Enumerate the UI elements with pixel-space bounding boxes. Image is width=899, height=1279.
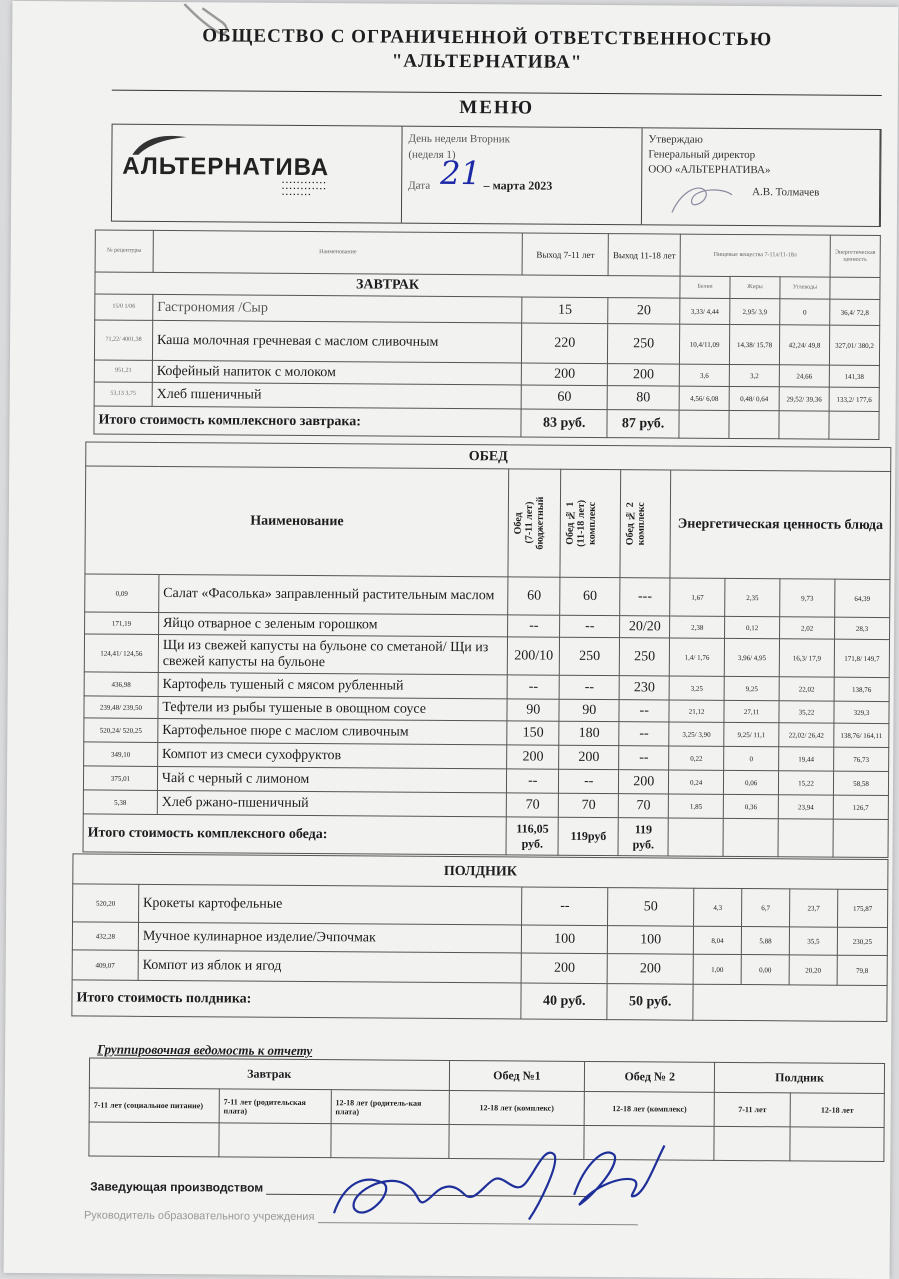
breakfast-total-row [94, 406, 879, 439]
date-prefix: Дата [408, 179, 431, 192]
breakfast-total-11-18: 87 руб. [607, 410, 679, 439]
snack-table [71, 853, 888, 1022]
lunch-col-complex-1: Обед № 1 (11-18 лет) комплекс [560, 469, 621, 577]
header-info-table [111, 124, 882, 227]
production-head-label: Заведующая производством [90, 1179, 264, 1195]
director-signature [662, 178, 742, 219]
table-row: 375,01 Чай с черный с лимоном -- -- 200 0,24 0,06 15,22 58,58 [83, 766, 888, 796]
logo-tagline: ▪▪▪▪▪▪▪▪▪▪▪▪ ▪▪▪▪▪▪▪▪▪▪▪▪ ▪▪▪▪▪▪▪▪ [282, 179, 328, 199]
col-recipe-number: № рецептуры [95, 230, 153, 272]
table-row: 71,22/ 4001,38 Каша молочная гречневая с маслом сливочным 220 250 10,4/11,09 14,38/ 15,78 42,24/ 49,8 327,01/ 380,2 [94, 320, 879, 365]
grouping-title: Группировочная ведомость к отчету [97, 1041, 313, 1059]
lunch-table [83, 441, 892, 858]
day-of-week: День недели Вторник [408, 132, 511, 146]
institution-head-label: Руководитель образовательного учреждения [83, 1209, 315, 1224]
table-row: 349,10 Компот из смеси сухофруктов 200 200 -- 0,22 0 19,44 76,73 [84, 742, 889, 772]
approve-line-1: Утверждаю [648, 133, 703, 146]
col-protein: Белки [680, 276, 730, 298]
date-suffix: – марта 2023 [483, 178, 553, 193]
table-row: 432,28 Мучное кулинарное изделие/Эчпочмак 100 100 8,04 5,88 35,5 230,25 [72, 922, 887, 956]
snack-total-12-18: 50 руб. [607, 984, 693, 1021]
org-line-1: ОБЩЕСТВО С ОГРАНИЧЕННОЙ ОТВЕТСТВЕННОСТЬЮ [202, 25, 773, 51]
grouping-breakfast: Завтрак [89, 1058, 449, 1091]
director-name: А.В. Толмачев [752, 186, 820, 199]
section-lunch: ОБЕД [86, 442, 891, 472]
grouping-lunch-1: Обед №1 [449, 1060, 585, 1091]
snack-total-label: Итого стоимость полдника: [72, 980, 522, 1019]
section-snack: ПОЛДНИК [73, 854, 888, 890]
menu-document [4, 1, 899, 1279]
table-row: 409,07 Компот из яблок и ягод 200 200 1,00 0,00 20,20 79,8 [72, 950, 887, 986]
handwritten-date: 21 [440, 153, 482, 193]
section-breakfast: ЗАВТРАК [95, 272, 680, 298]
table-row: 436,98 Картофель тушеный с мясом рубленный -- -- 230 3,25 9,25 22,02 138,76 [84, 672, 889, 702]
table-row: 15/0 1/06 Гастрономия /Сыр 15 20 3,33/ 4,44 2,95/ 3,9 0 36,4/ 72,8 [95, 294, 880, 325]
col-fat: Жиры [730, 276, 780, 298]
organization-name [162, 24, 812, 77]
table-row: 53,13 3,75 Хлеб пшеничный 60 80 4,56/ 6,08 0,48/ 0,64 29,52/ 39,36 133,2/ 177,6 [94, 382, 879, 411]
lunch-total-budget: 116,05 руб. [506, 817, 558, 855]
lunch-col-energy: Энергетическая ценность блюда [670, 470, 891, 580]
table-row: 171,19 Яйцо отварное с зеленым горошком -- -- 20/20 2,38 0,12 2,02 28,3 [85, 612, 890, 640]
lunch-col-budget: Обед (7-11 лет) бюджетный [508, 469, 561, 577]
lunch-total-complex-1: 119руб [558, 817, 618, 855]
breakfast-total-label: Итого стоимость комплексного завтрака: [94, 406, 521, 437]
col-carbs: Углеводы [780, 277, 830, 299]
snack-total-7-11: 40 руб. [521, 983, 607, 1020]
grouping-sub: 7-11 лет (родительская плата) [219, 1089, 331, 1124]
grouping-sub: 12-18 лет (комплекс) [449, 1090, 585, 1125]
lunch-col-name: Наименование [85, 466, 509, 577]
snack-total-row [72, 980, 887, 1022]
table-row: 520,20 Крокеты картофельные -- 50 4,3 6,7 23,7 175,87 [73, 884, 888, 928]
col-name: Наименование [153, 230, 523, 275]
week-number: (неделя 1) [408, 148, 456, 162]
breakfast-table [93, 230, 880, 440]
approval-block [642, 128, 881, 226]
grouping-snack: Полдник [715, 1062, 885, 1093]
approve-line-3: ООО «АЛЬТЕРНАТИВА» [648, 163, 771, 177]
company-logo [112, 125, 403, 223]
grouping-sub: 12-18 лет (комплекс) [584, 1091, 714, 1126]
org-line-2: "АЛЬТЕРНАТИВА" [391, 50, 583, 73]
grouping-sub: 12-18 лет [790, 1093, 884, 1128]
grouping-sub: 12-18 лет (родитель-кая плата) [331, 1090, 449, 1125]
table-row: 239,48/ 239,50 Тефтели из рыбы тушеные в овощном соусе 90 90 -- 21,12 27,11 35,22 329,3 [84, 696, 889, 724]
lunch-col-complex-2: Обед № 2 комплекс [620, 470, 671, 578]
col-output-7-11: Выход 7-11 лет [522, 233, 608, 276]
table-row: 5,38 Хлеб ржано-пшеничный 70 70 70 1,85 0,36 23,94 126,7 [83, 790, 888, 820]
day-info [402, 127, 643, 225]
col-output-11-18: Выход 11-18 лет [608, 234, 680, 277]
handwritten-signature [324, 1123, 685, 1236]
table-row: 124,41/ 124,56 Щи из свежей капусты на бульоне со сметаной/ Щи из свежей капусты на бульоне 200/10 250 250 1,4/ 1,76 3,96/ 4,95 16,3/ 17,9 171,8/ 149,7 [84, 634, 889, 678]
lunch-total-label: Итого стоимость комплексного обеда: [83, 814, 507, 855]
grouping-lunch-2: Обед № 2 [585, 1061, 715, 1092]
col-nutrients: Пищевые вещества 7-11л/11-18л [680, 234, 830, 277]
approve-line-2: Генеральный директор [648, 148, 756, 162]
breakfast-total-7-11: 83 руб. [521, 409, 607, 438]
lunch-total-complex-2: 119 руб. [618, 818, 668, 856]
table-row: 951,21 Кофейный напиток с молоком 200 200 3,6 3,2 24,66 141,38 [94, 360, 879, 387]
grouping-sub: 7-11 лет [714, 1092, 790, 1127]
logo-text: АЛЬТЕРНАТИВА [122, 152, 330, 182]
lunch-total-row [83, 814, 888, 858]
col-energy: Энергетическая ценность [830, 235, 880, 277]
menu-title: МЕНЮ [112, 90, 882, 122]
table-row: 520,24/ 520,25 Картофельное пюре с маслом сливочным 150 180 -- 3,25/ 3,90 9,25/ 11,1 22,02/ 26,42 138,76/ 164,11 [84, 718, 889, 748]
table-row: 0,09 Салат «Фасолька» заправленный растительным маслом 60 60 --- 1,67 2,35 9,73 64,39 [85, 574, 890, 618]
grouping-sub: 7-11 лет (социальное питание) [89, 1088, 219, 1123]
